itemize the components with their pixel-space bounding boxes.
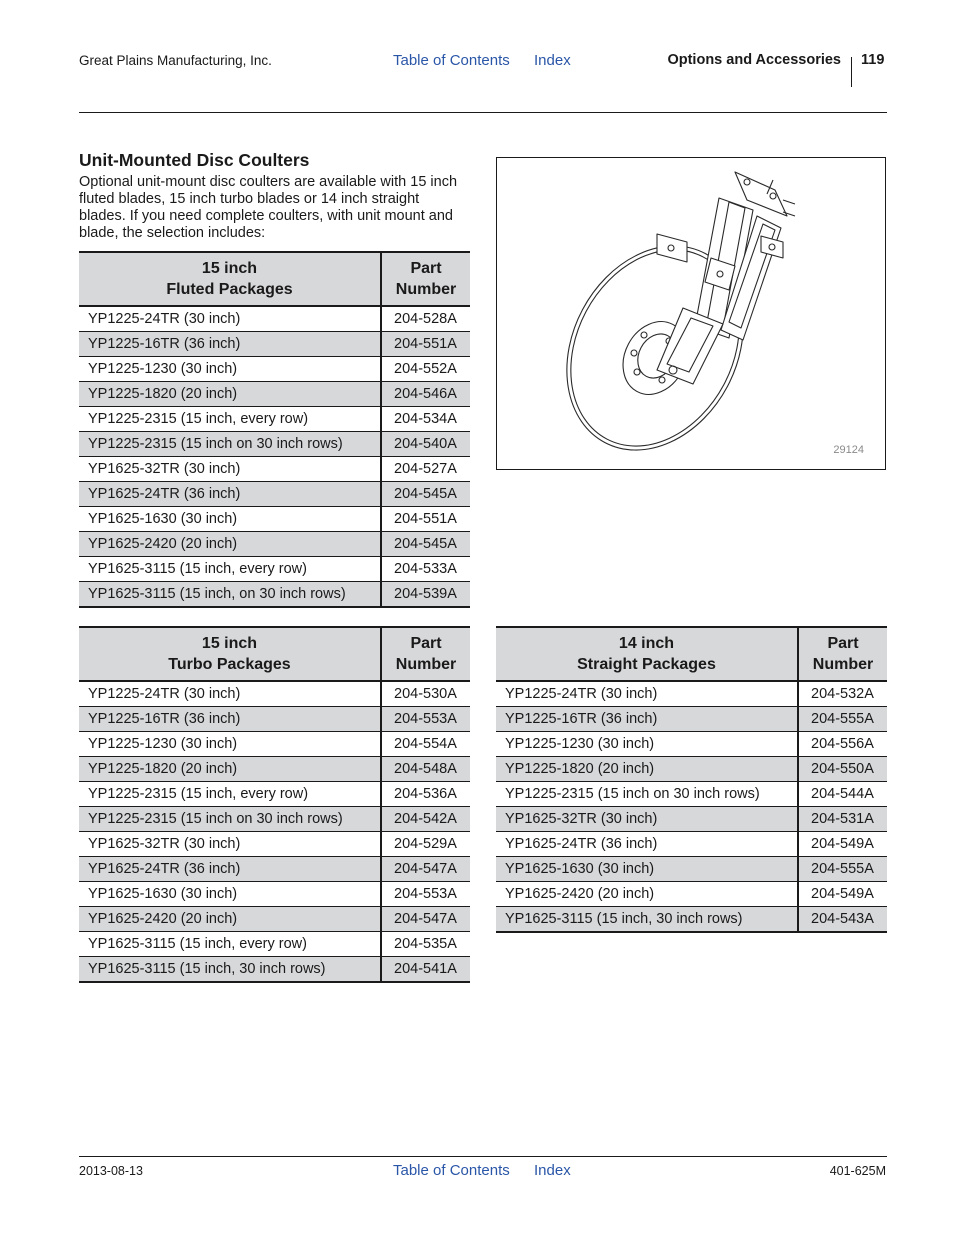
- table-row: [79, 957, 470, 983]
- part-number-cell: 204-554A: [381, 732, 470, 757]
- table-row: [496, 782, 887, 807]
- table-row: [79, 681, 470, 707]
- part-number-cell: 204-539A: [381, 582, 470, 608]
- table-row: [79, 457, 470, 482]
- package-cell: YP1625-24TR (36 inch): [496, 832, 798, 857]
- part-number-cell: 204-543A: [798, 907, 887, 933]
- package-cell: YP1225-1230 (30 inch): [496, 732, 798, 757]
- index-link[interactable]: Index: [534, 52, 571, 69]
- table-row: [496, 882, 887, 907]
- package-cell: YP1225-16TR (36 inch): [496, 707, 798, 732]
- part-number-cell: 204-553A: [381, 882, 470, 907]
- turbo-part-header: [381, 627, 470, 681]
- part-number-cell: 204-534A: [381, 407, 470, 432]
- turbo-package-header: [79, 627, 381, 681]
- table-row: [79, 407, 470, 432]
- footer-rule: [79, 1156, 887, 1157]
- table-row: [79, 882, 470, 907]
- table-row: [79, 382, 470, 407]
- fluted-header-line2: Fluted Packages: [166, 281, 293, 298]
- table-row: [79, 532, 470, 557]
- package-cell: YP1625-3115 (15 inch, on 30 inch rows): [79, 582, 381, 608]
- table-row: [79, 332, 470, 357]
- straight-header-line2: Straight Packages: [577, 656, 716, 673]
- table-row: [496, 807, 887, 832]
- turbo-header-line2: Turbo Packages: [168, 656, 291, 673]
- table-row: [79, 306, 470, 332]
- table-row: [79, 757, 470, 782]
- part-number-cell: 204-551A: [381, 332, 470, 357]
- table-row: [79, 582, 470, 608]
- footer-date: 2013-08-13: [79, 1164, 143, 1178]
- table-row: [79, 507, 470, 532]
- fluted-header-line1: 15 inch: [201, 260, 258, 277]
- straight-part-header: [798, 627, 887, 681]
- package-cell: YP1225-1820 (20 inch): [496, 757, 798, 782]
- package-cell: YP1225-2315 (15 inch on 30 inch rows): [79, 432, 381, 457]
- package-cell: YP1625-32TR (30 inch): [79, 832, 381, 857]
- package-cell: YP1225-16TR (36 inch): [79, 707, 381, 732]
- part-number-cell: 204-530A: [394, 686, 457, 702]
- table-row: [79, 732, 470, 757]
- table-row: [79, 557, 470, 582]
- part-number-cell: 204-555A: [798, 857, 887, 882]
- part-number-cell: 204-531A: [798, 807, 887, 832]
- part-number-cell: 204-532A: [811, 686, 874, 702]
- package-cell: YP1225-24TR (30 inch): [79, 306, 381, 332]
- table-row: [79, 907, 470, 932]
- package-cell: YP1225-16TR (36 inch): [79, 332, 381, 357]
- part-number-cell: 204-549A: [798, 882, 887, 907]
- straight-header-line1: 14 inch: [618, 635, 675, 652]
- disc-coulter-figure: [496, 157, 886, 470]
- document-number: 401-625M: [829, 1164, 886, 1178]
- package-cell: YP1625-3115 (15 inch, every row): [79, 557, 381, 582]
- turbo-packages-table: [79, 626, 470, 983]
- turbo-header-line1: 15 inch: [201, 635, 258, 652]
- part-number-cell: 204-552A: [381, 357, 470, 382]
- straight-part-header-line2: Number: [812, 656, 874, 673]
- table-row: [496, 832, 887, 857]
- package-cell: YP1625-1630 (30 inch): [79, 507, 381, 532]
- part-number-cell: 204-541A: [381, 957, 470, 983]
- package-cell: YP1225-1230 (30 inch): [79, 732, 381, 757]
- part-number-cell: 204-529A: [381, 832, 470, 857]
- company-name: Great Plains Manufacturing, Inc.: [79, 53, 272, 68]
- part-number-cell: 204-527A: [381, 457, 470, 482]
- part-number-cell: 204-540A: [381, 432, 470, 457]
- table-row: [496, 707, 887, 732]
- package-cell: YP1225-2315 (15 inch, every row): [79, 782, 381, 807]
- part-number-cell: 204-546A: [381, 382, 470, 407]
- package-cell: YP1625-1630 (30 inch): [79, 882, 381, 907]
- package-cell: YP1625-24TR (36 inch): [79, 482, 381, 507]
- part-number-cell: 204-551A: [381, 507, 470, 532]
- header-divider: [851, 57, 852, 87]
- table-row: [79, 932, 470, 957]
- part-number-cell: 204-544A: [798, 782, 887, 807]
- section-name: Options and Accessories: [667, 52, 841, 68]
- part-number-cell: 204-556A: [798, 732, 887, 757]
- table-of-contents-link[interactable]: Table of Contents: [393, 52, 510, 69]
- straight-part-header-line1: Part: [827, 635, 859, 652]
- part-number-cell: 204-550A: [798, 757, 887, 782]
- table-row: [79, 482, 470, 507]
- part-number-cell: 204-545A: [381, 532, 470, 557]
- table-row: [79, 782, 470, 807]
- package-cell: YP1225-2315 (15 inch on 30 inch rows): [79, 807, 381, 832]
- package-cell: YP1225-2315 (15 inch on 30 inch rows): [496, 782, 798, 807]
- part-number-cell: 204-533A: [381, 557, 470, 582]
- package-cell: YP1625-2420 (20 inch): [79, 532, 381, 557]
- table-row: [496, 757, 887, 782]
- package-cell: YP1625-3115 (15 inch, every row): [79, 932, 381, 957]
- part-number-cell: 204-536A: [381, 782, 470, 807]
- header-rule: [79, 112, 887, 113]
- part-number-cell: 204-542A: [381, 807, 470, 832]
- figure-number: 29124: [833, 444, 864, 456]
- fluted-part-header-line1: Part: [410, 260, 442, 277]
- part-number-cell: 204-547A: [381, 907, 470, 932]
- fluted-package-header: [79, 252, 381, 306]
- package-cell: YP1225-2315 (15 inch, every row): [79, 407, 381, 432]
- table-row: [79, 357, 470, 382]
- footer-index-link[interactable]: Index: [534, 1162, 571, 1179]
- table-row: [79, 857, 470, 882]
- table-row: [79, 432, 470, 457]
- package-cell: YP1225-1820 (20 inch): [79, 757, 381, 782]
- turbo-part-header-line1: Part: [410, 635, 442, 652]
- straight-package-header: [496, 627, 798, 681]
- table-row: [79, 707, 470, 732]
- fluted-part-header: [381, 252, 470, 306]
- part-number-cell: 204-535A: [381, 932, 470, 957]
- part-number-cell: 204-555A: [798, 707, 887, 732]
- part-number-cell: 204-553A: [381, 707, 470, 732]
- turbo-part-header-line2: Number: [395, 656, 457, 673]
- part-number-cell: 204-545A: [381, 482, 470, 507]
- part-number-cell: 204-548A: [381, 757, 470, 782]
- package-cell: YP1625-2420 (20 inch): [496, 882, 798, 907]
- page-number: 119: [861, 52, 885, 68]
- package-cell: YP1625-2420 (20 inch): [79, 907, 381, 932]
- table-row: [496, 857, 887, 882]
- package-cell: YP1625-3115 (15 inch, 30 inch rows): [79, 957, 381, 983]
- part-number-cell: 204-547A: [381, 857, 470, 882]
- fluted-packages-table: [79, 251, 470, 608]
- table-row: [79, 832, 470, 857]
- package-cell: YP1225-24TR (30 inch): [79, 681, 381, 707]
- package-cell: YP1625-32TR (30 inch): [79, 457, 381, 482]
- package-cell: YP1625-32TR (30 inch): [496, 807, 798, 832]
- package-cell: YP1625-24TR (36 inch): [79, 857, 381, 882]
- part-number-cell: 204-528A: [394, 311, 457, 327]
- section-title: Unit-Mounted Disc Coulters: [79, 150, 310, 170]
- package-cell: YP1225-24TR (30 inch): [496, 681, 798, 707]
- intro-paragraph: Optional unit-mount disc coulters are available with 15 inch fluted blades, 15 inch turbo blades or 14 inch straight blades. If you need complete coulters, with unit mount and blade, the selection includes:: [79, 174, 458, 241]
- package-cell: YP1625-3115 (15 inch, 30 inch rows): [496, 907, 798, 933]
- part-number-cell: 204-549A: [798, 832, 887, 857]
- table-row: [496, 681, 887, 707]
- straight-packages-table: [496, 626, 887, 933]
- footer-table-of-contents-link[interactable]: Table of Contents: [393, 1162, 510, 1179]
- table-row: [496, 732, 887, 757]
- package-cell: YP1625-1630 (30 inch): [496, 857, 798, 882]
- table-row: [79, 807, 470, 832]
- package-cell: YP1225-1230 (30 inch): [79, 357, 381, 382]
- package-cell: YP1225-1820 (20 inch): [79, 382, 381, 407]
- disc-coulter-illustration: [497, 158, 885, 469]
- table-row: [496, 907, 887, 933]
- fluted-part-header-line2: Number: [395, 281, 457, 298]
